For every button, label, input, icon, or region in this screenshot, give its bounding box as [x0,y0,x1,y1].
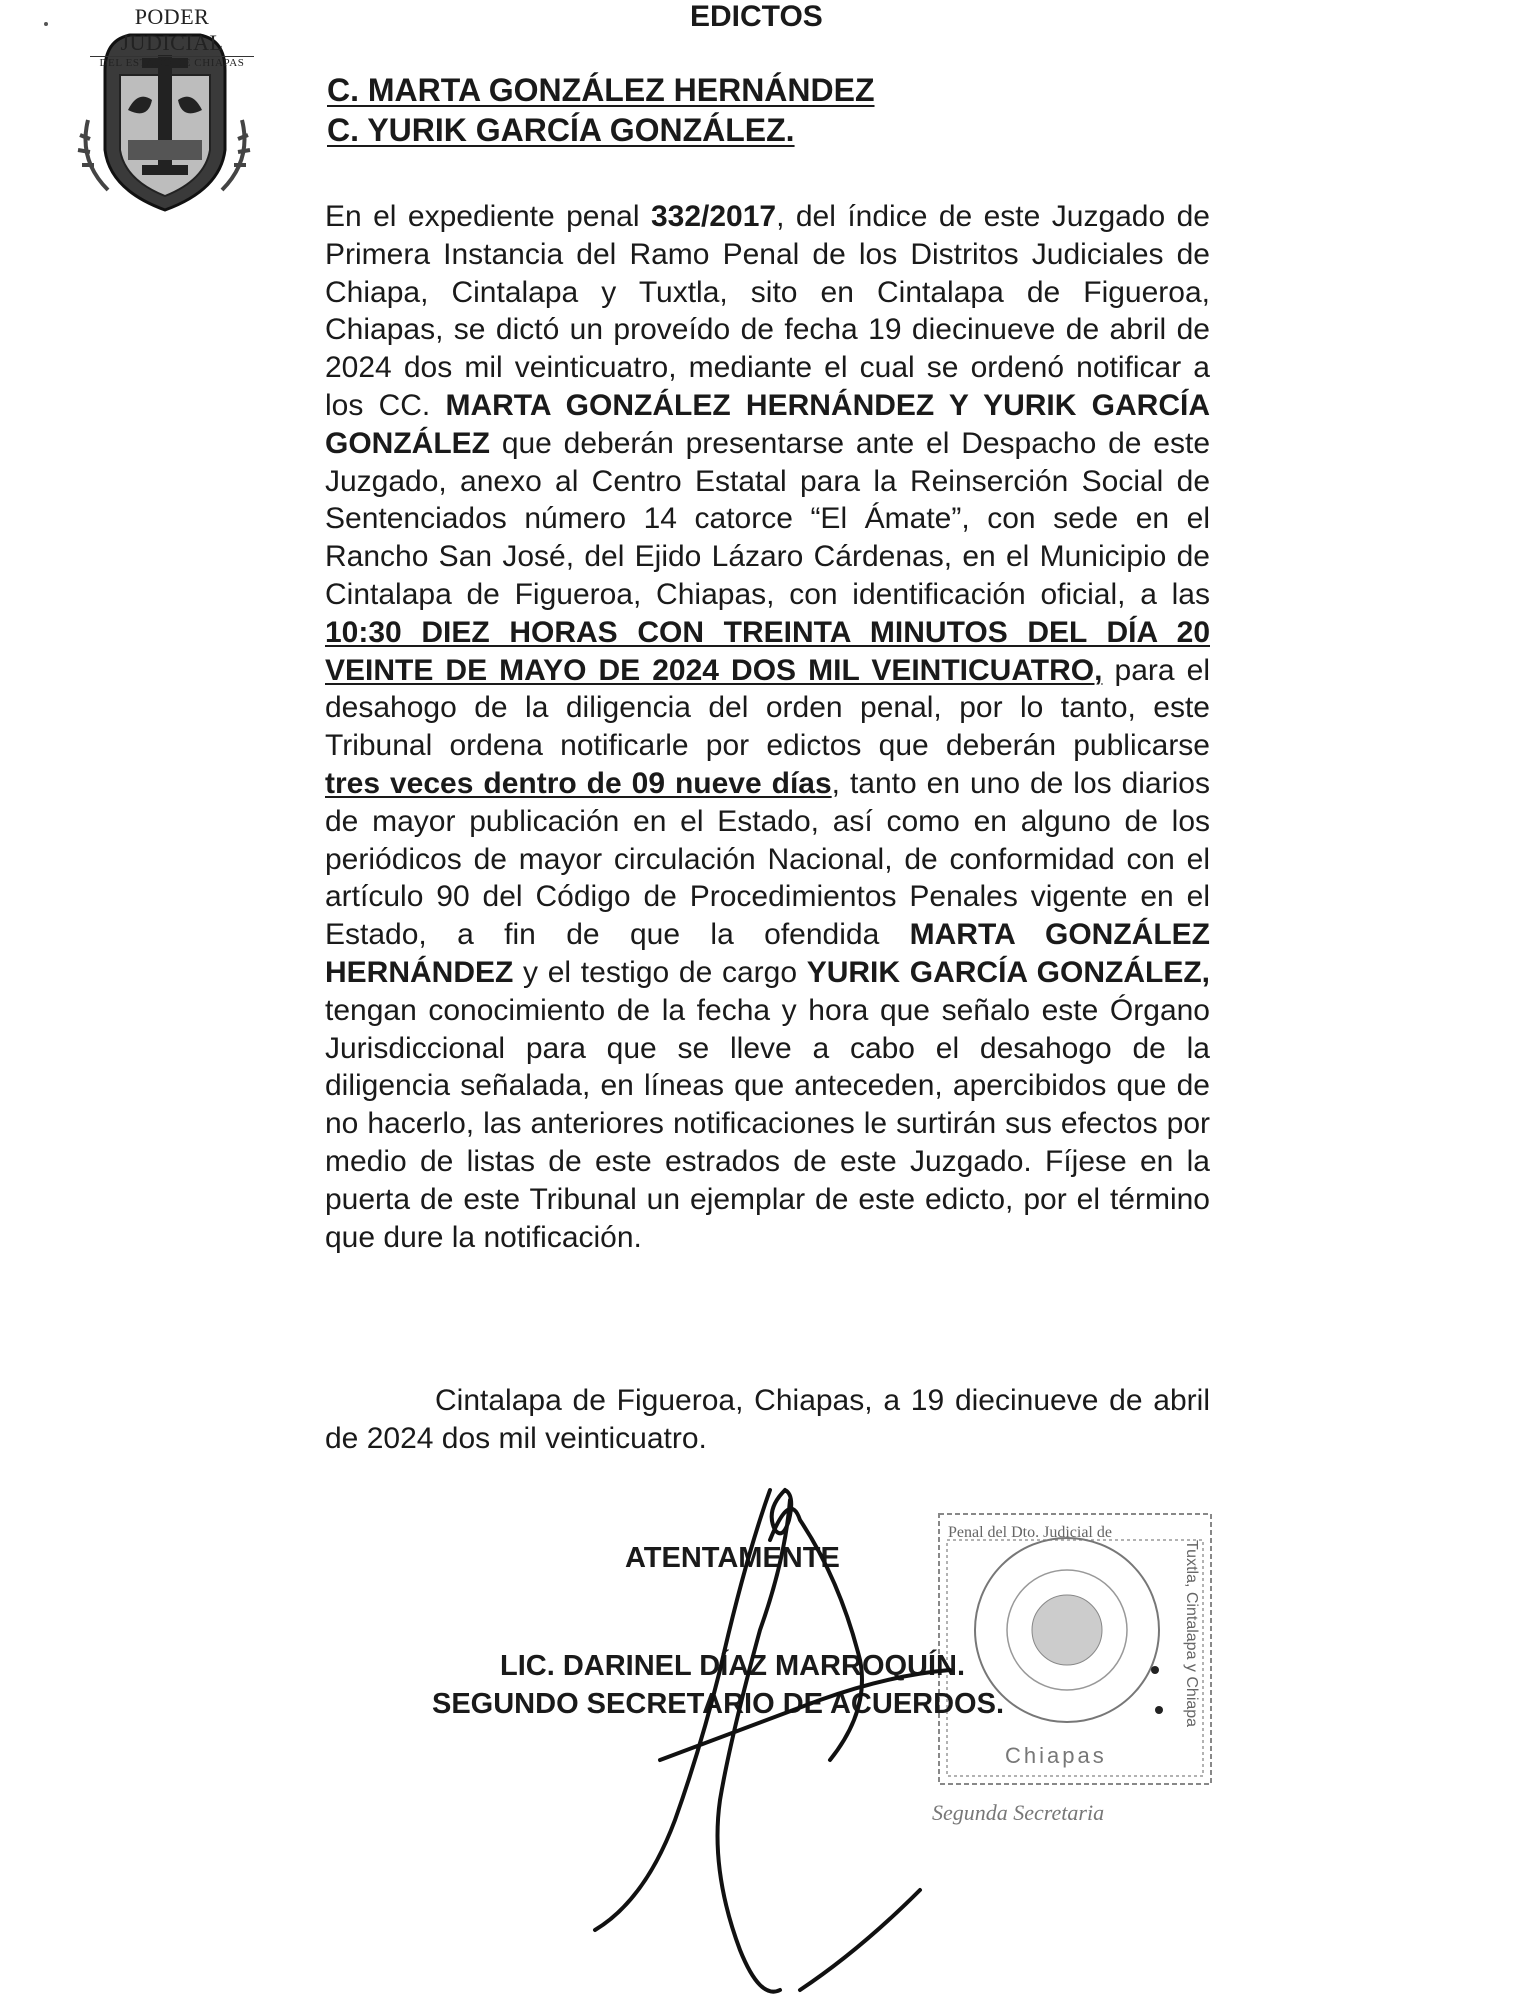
stamp-court-text: Penal del Dto. Judicial de [948,1524,1112,1541]
emblem-line1: PODER JUDICIAL [120,4,224,55]
signatory-name: LIC. DARINEL DÍAZ MARROQUÍN. [500,1650,966,1682]
body-p5: , tanto en uno de los diarios de mayor publicación en el Estado, así como en alguno de los periódicos de mayor circulación Nacional, de conformidad con el artículo 90 del Código de Procedimientos Penales vigente en el Estado, a fin de que la ofendida [325,766,1210,952]
recipients-block [327,70,875,150]
body-p2: , del índice de este Juzgado de Primera Instancia del Ramo Penal de los Distritos Judiciales de Chiapa, Cintalapa y Tuxtla, sito en Cintalapa de Figueroa, Chiapas, se dictó un proveído de fecha 19 diecinueve de abril de 2024 dos mil veinticuatro, mediante el cual se ordenó notificar a los CC. [325,200,1210,422]
stamp-city-text: Chiapas [1005,1743,1107,1768]
body-p7: tengan conocimiento de la fecha y hora que señalo este Órgano Jurisdiccional para que se lleve a cabo el desahogo de la diligencia señalada, en líneas que anteceden, apercibidos que de no hacerlo, las anteriores notificaciones le surtirán sus efectos por medio de listas de este estrados de este Juzgado. Fíjese en la puerta de este Tribunal un ejemplar de este edicto, por el término que dure la notificación. [325,993,1210,1254]
stamp-district-text: Tuxtla, Cintalapa y Chiapa [1183,1540,1200,1728]
edict-body [325,198,1210,1256]
stamp-secretariat-text: Segunda Secretaria [932,1800,1105,1825]
body-p4: para el desahogo de la diligencia del orden penal, por lo tanto, este Tribunal ordena notificarle por edictos que deberán publicarse [325,653,1210,763]
recipient-1: C. MARTA GONZÁLEZ HERNÁNDEZ [327,72,875,108]
signatory-title: SEGUNDO SECRETARIO DE ACUERDOS. [432,1688,1004,1720]
body-p3: que deberán presentarse ante el Despacho de este Juzgado, anexo al Centro Estatal para la Reinserción Social de Sentenciados número 14 catorce “El Ámate”, con sede en el Rancho San José, del Ejido Lázaro Cárdenas, en el Municipio de Cintalapa de Figueroa, Chiapas, con identificación oficial, a las [325,426,1210,611]
emblem-line2: DEL ESTADO DE CHIAPAS [90,56,254,69]
body-p1: En el expediente penal [325,200,651,233]
body-p6: y el testigo de cargo [513,955,807,989]
offended-name: MARTA GONZÁLEZ HERNÁNDEZ [325,918,1210,989]
notified-names: MARTA GONZÁLEZ HERNÁNDEZ Y YURIK GARCÍA GONZÁLEZ [325,388,1210,460]
emblem-title [82,4,262,69]
place-and-date: Cintalapa de Figueroa, Chiapas, a 19 diecinueve de abril de 2024 dos mil veinticuatro. [325,1384,1210,1455]
document-title: EDICTOS [690,0,823,33]
scan-speck [44,22,48,26]
recipient-2: C. YURIK GARCÍA GONZÁLEZ. [327,112,795,148]
publication-terms: tres veces dentro de 09 nueve días [325,766,832,800]
witness-name: YURIK GARCÍA GONZÁLEZ, [806,955,1210,989]
salutation: ATENTAMENTE [625,1542,840,1574]
case-number: 332/2017 [650,200,777,233]
hearing-datetime: 10:30 DIEZ HORAS CON TREINTA MINUTOS DEL DÍA 20 VEINTE DE MAYO DE 2024 DOS MIL VEINTICUATRO, [325,615,1210,687]
